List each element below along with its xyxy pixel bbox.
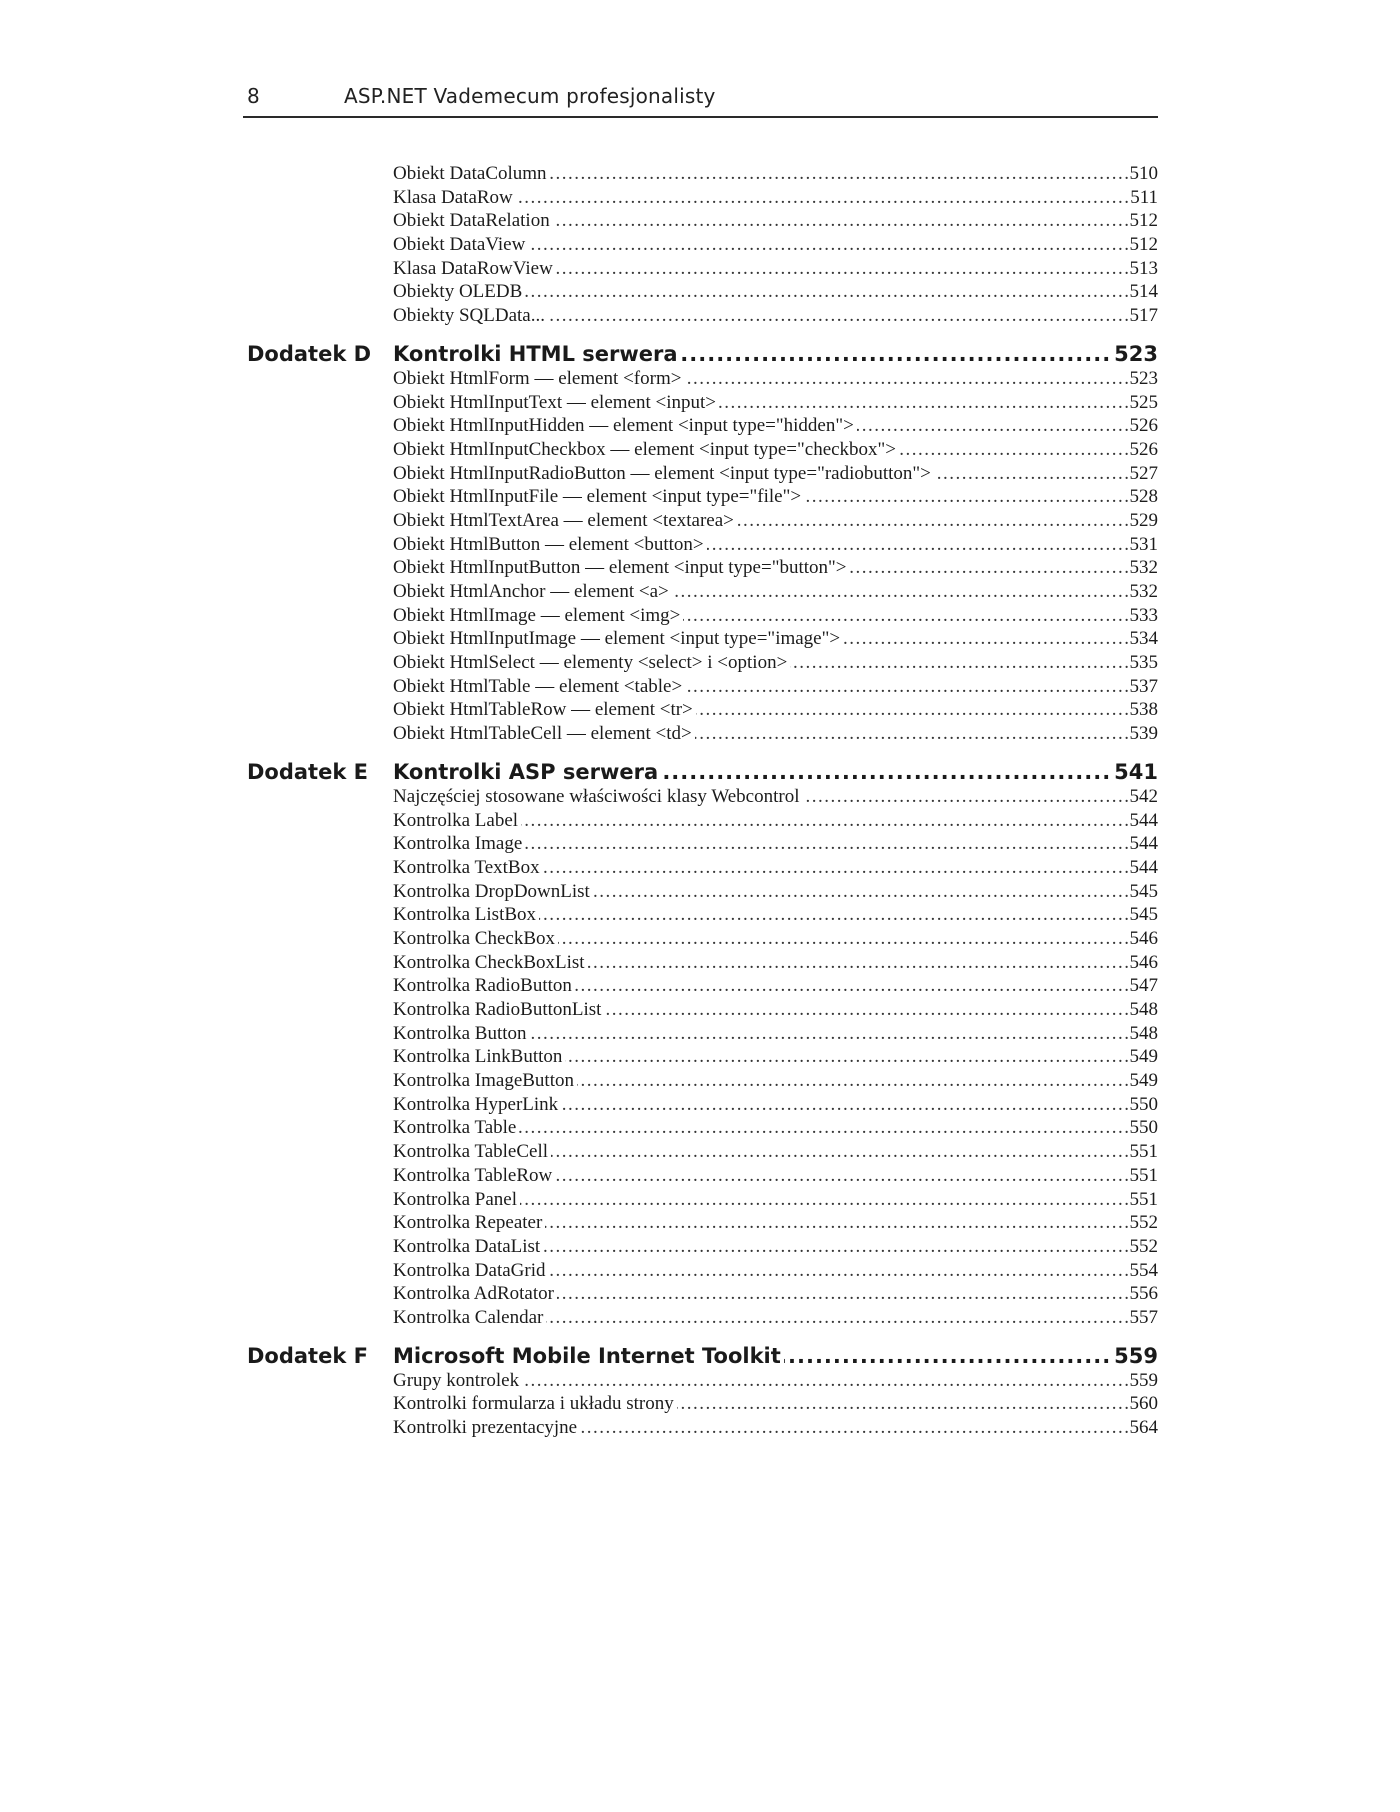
toc-entry-page: 544	[1129, 856, 1158, 878]
toc-entry	[393, 1211, 1158, 1235]
toc-entry-page: 545	[1129, 904, 1158, 926]
toc-entry-page: 552	[1129, 1235, 1158, 1257]
initial-entry-list	[243, 162, 1158, 328]
toc-entry	[393, 438, 1158, 462]
toc-entry	[393, 903, 1158, 927]
toc-entry	[393, 675, 1158, 699]
toc-entry	[393, 1259, 1158, 1283]
toc-entry	[393, 1140, 1158, 1164]
toc-entry-title: Obiekt DataColumn	[393, 163, 550, 184]
toc-entry-title: Obiekt HtmlForm — element <form>	[393, 368, 684, 389]
toc-entry-page: 539	[1129, 723, 1158, 745]
appendix-sections	[243, 341, 1158, 1440]
toc-entry-title: Obiekt DataRelation	[393, 210, 553, 231]
appendix-block	[243, 1343, 1158, 1440]
toc-entry-title: Najczęściej stosowane właściwości klasy Webcontrol	[393, 786, 803, 807]
toc-entry-page: 513	[1129, 257, 1158, 279]
toc-entry-page: 548	[1129, 999, 1158, 1020]
toc-entry-page: 542	[1129, 785, 1158, 807]
toc-entry	[393, 1235, 1158, 1259]
toc-entry-title: Kontrolka CheckBoxList	[393, 952, 588, 973]
appendix-title-row	[393, 759, 1158, 785]
toc-entry-title: Kontrolka Button	[393, 1023, 530, 1044]
toc-entry-page: 556	[1129, 1283, 1158, 1305]
appendix-title: Kontrolki ASP serwera	[393, 760, 661, 784]
toc-entry-page: 512	[1129, 234, 1158, 256]
toc-entry	[393, 1093, 1158, 1117]
toc-entry-title: Kontrolka ListBox	[393, 904, 539, 925]
appendix-heading	[243, 1343, 1158, 1369]
toc-entry-page: 537	[1129, 675, 1158, 697]
toc-entry	[393, 880, 1158, 904]
toc-entry	[393, 556, 1158, 580]
toc-entry-page: 514	[1129, 281, 1158, 303]
toc-entry	[393, 1416, 1158, 1440]
toc-entry-title: Kontrolka TableRow	[393, 1165, 555, 1186]
toc-entry	[393, 974, 1158, 998]
toc-entry	[393, 304, 1158, 328]
appendix-title-row	[393, 341, 1158, 367]
toc-entry	[393, 698, 1158, 722]
toc-entry	[393, 257, 1158, 281]
page-number: 8	[247, 84, 260, 108]
toc-entry	[393, 162, 1158, 186]
toc-entry-title: Obiekt HtmlTextArea — element <textarea>	[393, 510, 737, 531]
toc-entry	[393, 280, 1158, 304]
toc-entry-page: 560	[1129, 1393, 1158, 1415]
toc-entry	[393, 414, 1158, 438]
toc-entry	[393, 832, 1158, 856]
toc-entry-title: Obiekty OLEDB	[393, 281, 525, 302]
toc-entry-title: Kontrolka AdRotator	[393, 1283, 557, 1304]
toc-entry-title: Obiekty SQLData...	[393, 305, 548, 326]
toc-entry-page: 544	[1129, 833, 1158, 855]
book-title: ASP.NET Vademecum profesjonalisty	[344, 84, 716, 108]
toc-entry	[393, 209, 1158, 233]
toc-entry-page: 550	[1129, 1117, 1158, 1139]
toc-entry-title: Obiekt HtmlImage — element <img>	[393, 605, 683, 626]
toc-entry-page: 526	[1129, 415, 1158, 437]
toc-entry-title: Kontrolka Calendar	[393, 1307, 546, 1328]
appendix-title: Kontrolki HTML serwera	[393, 342, 681, 366]
toc-entry-title: Grupy kontrolek	[393, 1370, 522, 1391]
toc-entry-page: 529	[1129, 509, 1158, 531]
appendix-label: Dodatek F	[247, 1343, 368, 1368]
toc-entry-page: 510	[1129, 163, 1158, 184]
toc-entry-page: 547	[1129, 975, 1158, 997]
toc-entry-page: 523	[1129, 367, 1158, 389]
toc-entry	[393, 1164, 1158, 1188]
toc-entry-title: Kontrolka LinkButton	[393, 1046, 565, 1067]
toc-entry-title: Kontrolki formularza i układu strony	[393, 1393, 677, 1414]
running-header	[243, 80, 1158, 118]
toc-entry-page: 557	[1129, 1306, 1158, 1328]
toc-entry	[393, 1392, 1158, 1416]
toc-entry	[393, 1022, 1158, 1046]
toc-entry-title: Kontrolka RadioButtonList	[393, 999, 604, 1020]
toc-entry	[393, 462, 1158, 486]
appendix-heading	[243, 341, 1158, 367]
toc-entry	[393, 1116, 1158, 1140]
appendix-label: Dodatek E	[247, 759, 368, 784]
toc-entry-page: 544	[1129, 809, 1158, 831]
toc-entry-page: 551	[1129, 1141, 1158, 1163]
toc-entry-title: Obiekt HtmlTableRow — element <tr>	[393, 699, 696, 720]
toc-entry	[393, 722, 1158, 746]
toc-entry-title: Obiekt HtmlTableCell — element <td>	[393, 723, 695, 744]
toc-entry	[393, 1306, 1158, 1330]
toc-entry	[393, 651, 1158, 675]
toc-entry-page: 546	[1129, 927, 1158, 949]
toc-entry-page: 559	[1129, 1369, 1158, 1391]
toc-entry	[393, 998, 1158, 1022]
toc-entry-title: Kontrolka Label	[393, 810, 521, 831]
toc-entry	[393, 233, 1158, 257]
toc-entry-title: Kontrolka Repeater	[393, 1212, 545, 1233]
toc-entry-title: Kontrolka TableCell	[393, 1141, 551, 1162]
toc-entry-page: 552	[1129, 1212, 1158, 1234]
toc-entry-page: 538	[1129, 699, 1158, 721]
toc-entry	[393, 604, 1158, 628]
toc-entry-title: Kontrolka ImageButton	[393, 1070, 577, 1091]
toc-entry	[393, 1282, 1158, 1306]
toc-entry-page: 564	[1129, 1417, 1158, 1438]
toc-entry-title: Kontrolka Panel	[393, 1189, 520, 1210]
appendix-block	[243, 341, 1158, 746]
toc-entry-title: Kontrolka HyperLink	[393, 1094, 561, 1115]
appendix-page: 541	[1111, 759, 1158, 785]
table-of-contents	[243, 162, 1158, 1440]
toc-entry-page: 534	[1129, 628, 1158, 650]
toc-entry-title: Obiekt HtmlAnchor — element <a>	[393, 581, 672, 602]
toc-entry	[393, 627, 1158, 651]
toc-entry-page: 554	[1129, 1259, 1158, 1281]
toc-entry-page: 527	[1129, 462, 1158, 484]
toc-entry-page: 535	[1129, 652, 1158, 674]
toc-entry-title: Obiekt HtmlInputImage — element <input type="image">	[393, 628, 843, 649]
toc-entry-title: Kontrolka DataGrid	[393, 1260, 548, 1281]
toc-entry-page: 548	[1129, 1022, 1158, 1044]
toc-entry-page: 531	[1129, 533, 1158, 555]
toc-entry-title: Klasa DataRowView	[393, 258, 556, 279]
toc-entry-page: 533	[1129, 604, 1158, 626]
toc-entry	[393, 485, 1158, 509]
toc-entry-page: 549	[1129, 1046, 1158, 1068]
appendix-title: Microsoft Mobile Internet Toolkit	[393, 1344, 784, 1368]
toc-entry-page: 511	[1130, 186, 1158, 208]
toc-entry-title: Kontrolka RadioButton	[393, 975, 575, 996]
appendix-heading	[243, 759, 1158, 785]
toc-entry-page: 532	[1129, 557, 1158, 579]
toc-entry-page: 525	[1129, 391, 1158, 413]
appendix-block	[243, 759, 1158, 1330]
toc-entry	[393, 391, 1158, 415]
toc-entry-title: Kontrolki prezentacyjne	[393, 1417, 580, 1438]
toc-entry-title: Klasa DataRow	[393, 187, 516, 208]
toc-entry	[393, 1369, 1158, 1393]
toc-entry-title: Kontrolka DropDownList	[393, 881, 593, 902]
toc-entry-page: 550	[1129, 1093, 1158, 1115]
toc-entry-title: Kontrolka TextBox	[393, 857, 543, 878]
toc-entry-page: 551	[1129, 1164, 1158, 1186]
toc-entry-title: Obiekt HtmlInputRadioButton — element <input type="radiobutton">	[393, 463, 934, 484]
toc-entry-page: 517	[1129, 305, 1158, 327]
appendix-page: 523	[1111, 341, 1158, 367]
toc-entry-title: Kontrolka Table	[393, 1117, 519, 1138]
toc-entry	[393, 1045, 1158, 1069]
toc-entry-title: Obiekt HtmlButton — element <button>	[393, 534, 707, 555]
toc-entry	[393, 856, 1158, 880]
toc-entry	[393, 927, 1158, 951]
toc-entry-title: Obiekt DataView	[393, 234, 528, 255]
toc-entry	[393, 509, 1158, 533]
toc-entry-page: 512	[1129, 210, 1158, 232]
toc-entry-page: 546	[1129, 951, 1158, 973]
toc-entry-page: 545	[1129, 880, 1158, 902]
toc-entry-title: Obiekt HtmlTable — element <table>	[393, 676, 685, 697]
toc-entry	[393, 951, 1158, 975]
toc-entry	[393, 580, 1158, 604]
toc-entry-page: 549	[1129, 1070, 1158, 1092]
toc-entry	[393, 809, 1158, 833]
toc-entry-page: 551	[1129, 1188, 1158, 1210]
toc-entry-title: Kontrolka CheckBox	[393, 928, 558, 949]
toc-entry	[393, 533, 1158, 557]
toc-entry-title: Obiekt HtmlInputFile — element <input type="file">	[393, 486, 804, 507]
toc-entry-page: 526	[1129, 438, 1158, 460]
toc-entry-title: Kontrolka DataList	[393, 1236, 543, 1257]
toc-entry-page: 532	[1129, 581, 1158, 602]
toc-entry	[393, 1188, 1158, 1212]
toc-entry-page: 528	[1129, 486, 1158, 508]
appendix-label: Dodatek D	[247, 341, 372, 366]
appendix-title-row	[393, 1343, 1158, 1369]
toc-entry	[393, 367, 1158, 391]
toc-entry-title: Obiekt HtmlSelect — elementy <select> i <option>	[393, 652, 790, 673]
toc-entry-title: Obiekt HtmlInputCheckbox — element <input type="checkbox">	[393, 439, 899, 460]
toc-entry	[393, 785, 1158, 809]
toc-entry	[393, 186, 1158, 210]
toc-entry-title: Obiekt HtmlInputButton — element <input type="button">	[393, 557, 849, 578]
toc-entry	[393, 1069, 1158, 1093]
toc-entry-title: Kontrolka Image	[393, 833, 525, 854]
toc-entry-title: Obiekt HtmlInputHidden — element <input type="hidden">	[393, 415, 857, 436]
appendix-page: 559	[1111, 1343, 1158, 1369]
toc-entry-title: Obiekt HtmlInputText — element <input>	[393, 392, 719, 413]
